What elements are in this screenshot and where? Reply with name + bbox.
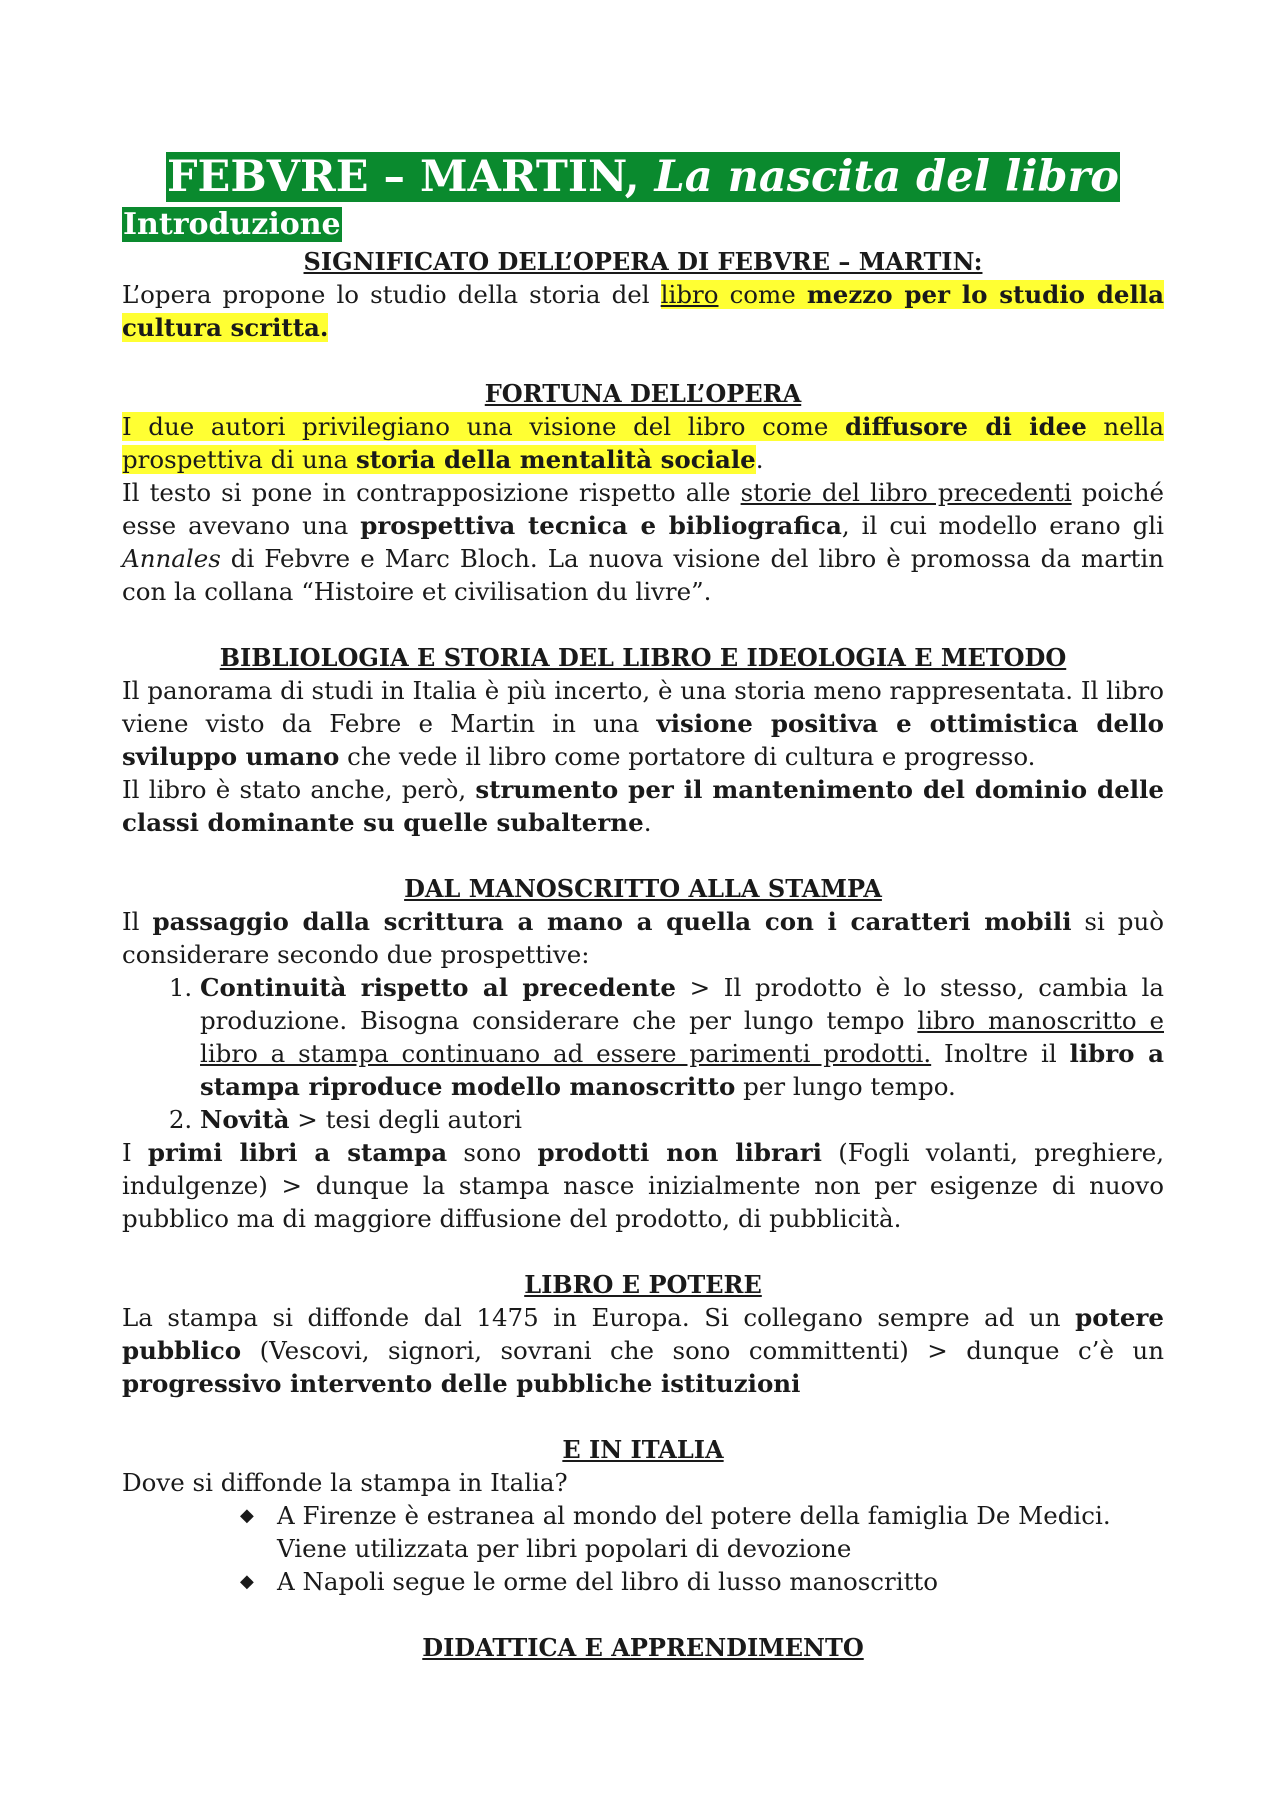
list-item: ◆ A Firenze è estranea al mondo del potere della famiglia De Medici. Viene utilizzata per libri popolari di devozione [240,1501,1111,1563]
list-item: ◆ A Napoli segue le orme del libro di lusso manoscritto [240,1567,939,1596]
paragraph-manoscritto-1: Il passaggio dalla scrittura a mano a quella con i caratteri mobili si può considerare secondo due prospettive: [122,907,1164,969]
paragraph-potere: La stampa si diffonde dal 1475 in Europa. Si collegano sempre ad un potere pubblico (Vescovi, signori, sovrani che sono committenti) > dunque c’è un progressivo intervento delle pubbliche istituzioni [122,1303,1164,1398]
section-heading-fortuna: FORTUNA DELL’OPERA [484,379,802,408]
title-work: La nascita del libro [654,152,1119,202]
paragraph-significato: L’opera propone lo studio della storia del libro come mezzo per lo studio della cultura scritta. [122,280,1164,342]
section-heading-didattica: DIDATTICA E APPRENDIMENTO [422,1633,864,1662]
document-page [122,150,1164,1664]
title-authors: FEBVRE – MARTIN, [167,152,640,202]
diamond-bullet-icon: ◆ [240,1571,254,1592]
intro-heading: Introduzione [123,207,341,242]
paragraph-fortuna-2: Il testo si pone in contrapposizione rispetto alle storie del libro precedenti poiché esse avevano una prospettiva tecnica e bibliografica, il cui modello erano gli Annales di Febvre e Marc Bloch. La nuova visione del libro è promossa da martin con la collana “Histoire et civilisation du livre”. [122,478,1165,606]
paragraph-fortuna-1: I due autori privilegiano una visione del libro come diffusore di idee nella prospettiva di una storia della mentalità sociale. [122,412,1164,474]
paragraph-bibliologia-2: Il libro è stato anche, però, strumento per il mantenimento del dominio delle classi dominante su quelle subalterne. [122,775,1164,837]
title-highlight [166,152,1120,202]
list-item: 2. Novità > tesi degli autori [200,1103,1164,1136]
paragraph-bibliologia-1: Il panorama di studi in Italia è più incerto, è una storia meno rappresentata. Il libro viene visto da Febre e Martin in una visione positiva e ottimistica dello sviluppo umano che vede il libro come portatore di cultura e progresso. [122,676,1164,771]
bullet-list [122,1499,1164,1598]
list-item: 1. Continuità rispetto al precedente > Il prodotto è lo stesso, cambia la produzione. Bisogna considerare che per lungo tempo libro manoscritto e libro a stampa continuano ad essere parimenti prodotti. Inoltre il libro a stampa riproduce modello manoscritto per lungo tempo. [200,971,1164,1103]
section-heading-potere: LIBRO E POTERE [524,1270,762,1299]
paragraph-italia: Dove si diffonde la stampa in Italia? [122,1468,568,1497]
section-heading-manoscritto: DAL MANOSCRITTO ALLA STAMPA [404,874,882,903]
paragraph-manoscritto-2: I primi libri a stampa sono prodotti non librari (Fogli volanti, preghiere, indulgenze) > dunque la stampa nasce inizialmente non per esigenze di nuovo pubblico ma di maggiore diffusione del prodotto, di pubblicità. [122,1138,1164,1233]
section-heading-italia: E IN ITALIA [562,1435,724,1464]
diamond-bullet-icon: ◆ [240,1505,254,1526]
section-heading-bibliologia: BIBLIOLOGIA E STORIA DEL LIBRO E IDEOLOGIA E METODO [219,643,1067,672]
section-heading-significato: SIGNIFICATO DELL’OPERA DI FEBVRE – MARTIN: [303,247,983,276]
document-title [122,150,1164,205]
numbered-list [122,971,1164,1136]
